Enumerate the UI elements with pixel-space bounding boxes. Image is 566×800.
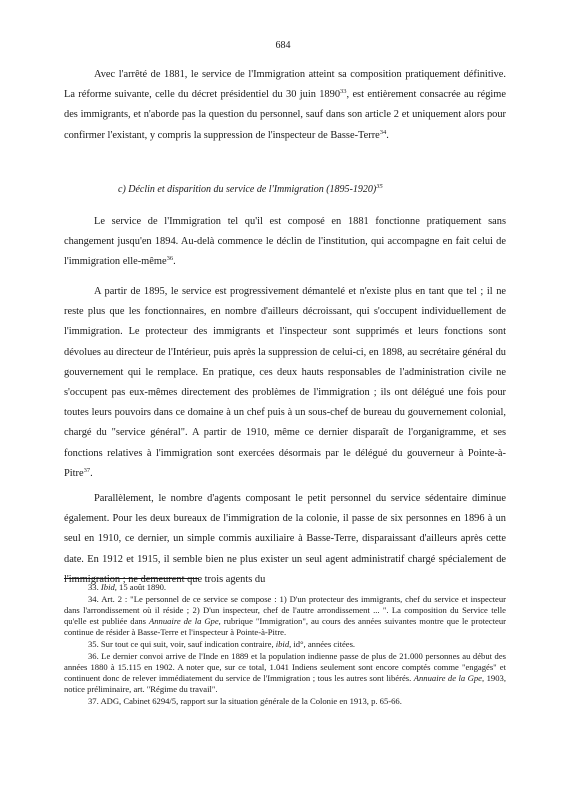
footnote-text: , id°, années citées. [289, 639, 356, 649]
footnote-separator [64, 578, 199, 579]
paragraph-text: . [386, 129, 389, 141]
section-heading [118, 184, 383, 195]
footnote-text: Le dernier convoi arrive de l'Inde en 1889 et la population indienne passe de plus de 21.000 personnes au début des années 1880 à 15.115 en 1902. A noter que, sur ce total, 1.041 Indiens seulement sont encore comptés comme "engagés" et continuent donc de relever immédiatement du service de l'Immigration ; tous les autres sont libérés. [64, 651, 507, 683]
footnote-text: , rubrique "Immigration", au cours des années suivantes montre que le protecteur continue de résider à Basse-Terre et l'inspecteur à Pointe-à-Pitre. [64, 616, 506, 637]
footnote-italic: Annuaire de la Gpe [149, 616, 219, 626]
paragraph-text: Parallèlement, le nombre d'agents composant le petit personnel du service sédentaire diminue également. Pour les deux bureaux de l'immigration de la colonie, il passe de six personnes en 1896 à un seul en 1910, ce dernier, un simple commis auxiliaire à Basse-Terre, disparaissant d'ailleurs après cette date. En 1912 et 1915, il semble bien ne plus exister un seul agent administratif chargé spécialement de l'immigration ; ne demeurent que trois agents du [64, 493, 506, 585]
footnote-number: 36. [88, 651, 99, 661]
paragraph-text: . [173, 256, 176, 268]
paragraph-2 [64, 212, 506, 273]
footnote-35 [64, 639, 506, 650]
footnotes [64, 582, 506, 708]
footnote-text: , 1903, notice préliminaire, art. "Régime du travail". [64, 673, 506, 694]
footnote-italic: Ibid [100, 582, 115, 592]
footnote-ref[interactable]: 36 [166, 255, 174, 263]
page-number: 684 [275, 40, 291, 51]
footnote-33 [64, 582, 506, 593]
footnote-ref[interactable]: 33 [340, 88, 347, 96]
paragraph-text: Avec l'arrêté de 1881, le service de l'Immigration atteint sa composition pratiquement définitive. La réforme suivante, celle du décret présidentiel du 30 juin 1890 [64, 69, 506, 101]
footnote-italic: Annuaire de la Gpe [413, 673, 482, 683]
paragraph-1 [64, 65, 506, 146]
footnote-ref[interactable]: 35 [376, 183, 383, 190]
paragraph-text: , est entièrement consacrée au régime des immigrants, et n'aborde pas la question du personnel, sauf dans son article 2 et uniquement alors pour confirmer l'existant, y compris la suppression de l'inspecteur de Basse-Terre [64, 89, 506, 141]
paragraph-text: Le service de l'Immigration tel qu'il est composé en 1881 fonctionne pratiquement sans changement jusqu'en 1894. Au-delà commence le déclin de l'institution, qui accompagne en fait celui de l'immigration elle-même [64, 216, 506, 268]
paragraph-3 [64, 282, 506, 484]
footnote-text: Sur tout ce qui suit, voir, sauf indication contraire, [100, 639, 276, 649]
footnote-number: 37. [88, 696, 99, 706]
footnote-34 [64, 594, 506, 638]
footnote-number: 34. [88, 594, 99, 604]
footnote-ref[interactable]: 37 [83, 466, 91, 474]
footnote-text: , 15 août 1890. [114, 582, 167, 592]
footnote-37 [64, 696, 506, 707]
footnote-text: ADG, Cabinet 6294/5, rapport sur la situation générale de la Colonie en 1913, p. 65-66. [100, 696, 402, 706]
paragraph-text: . [90, 467, 93, 479]
paragraph-text: A partir de 1895, le service est progressivement démantelé et n'existe plus en tant que tel ; il ne reste plus que les fonctionnaires, en nombre d'ailleurs décroissant, qui s'occupent individuellement de l'immigration. Le protecteur des immigrants et l'inspecteur sont supprimés et leurs fonctions sont dévolues au directeur de l'Intérieur, puis après la suppression de celui-ci, en 1898, au secrétaire général du gouvernement qui le remplace. En pratique, ces deux hauts responsables de l'administration civile ne s'occupent pas eux-mêmes directement des problèmes de l'immigration ; ils ont délégué une fois pour toutes leurs pouvoirs dans ce domaine à un chef puis à un sous-chef de bureau du gouvernement colonial, chargé du "service général". A partir de 1910, même ce dernier disparaît de l'organigramme, et ses fonctions relatives à l'immigration sont exercées désormais par le délégué du gouverneur à Pointe-à-Pitre [64, 286, 506, 479]
footnote-36 [64, 651, 506, 695]
footnote-number: 35. [88, 639, 99, 649]
footnote-ref[interactable]: 34 [379, 128, 387, 136]
paragraph-4 [64, 489, 506, 590]
footnote-text: Art. 2 : "Le personnel de ce service se compose : 1) D'un protecteur des immigrants, chef du service et inspecteur dans l'arrondissement où il réside ; 2) D'un inspecteur, chef de l'autre arrondissement ... ". La composition du Service telle qu'elle est publiée dans [64, 594, 506, 626]
footnote-number: 33. [88, 582, 99, 592]
heading-text: c) Déclin et disparition du service de l'Immigration (1895-1920) [118, 184, 377, 195]
footnote-italic: ibid [275, 639, 290, 649]
